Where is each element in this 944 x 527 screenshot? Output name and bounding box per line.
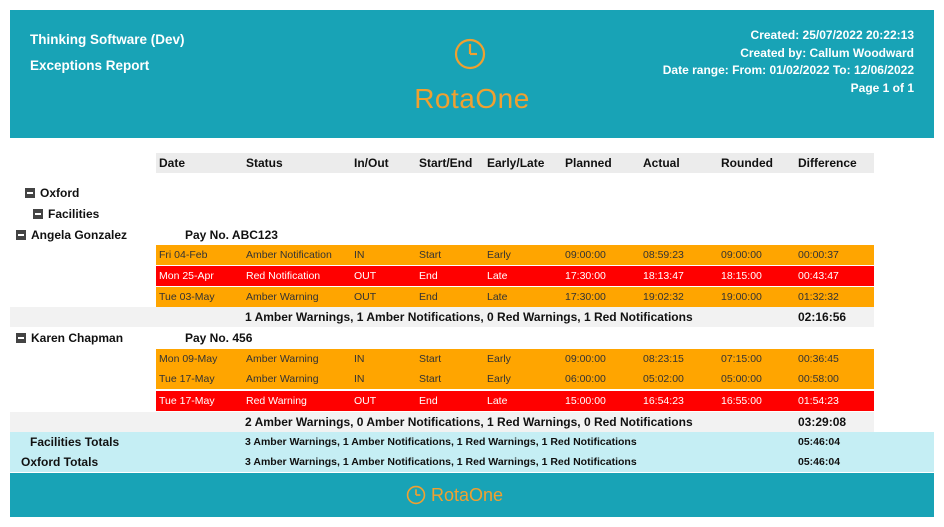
column-headers [156, 153, 874, 173]
cell-difference: 00:43:47 [798, 270, 839, 282]
report-header [10, 10, 934, 138]
clock-icon [454, 38, 486, 70]
cell-status: Amber Notification [246, 249, 332, 261]
cell-in-out: IN [354, 373, 365, 385]
cell-rounded: 09:00:00 [721, 249, 762, 261]
cell-status: Amber Warning [246, 373, 319, 385]
cell-rounded: 18:15:00 [721, 270, 762, 282]
col-in-out: In/Out [354, 156, 389, 170]
exception-row [156, 349, 874, 369]
cell-in-out: OUT [354, 270, 377, 282]
report-footer [10, 473, 934, 517]
cell-start-end: Start [419, 373, 442, 385]
cell-status: Amber Warning [246, 291, 319, 303]
col-start-end: Start/End [419, 156, 473, 170]
cell-rounded: 07:15:00 [721, 353, 762, 365]
cell-early-late: Early [487, 353, 511, 365]
collapse-icon[interactable] [33, 209, 43, 219]
cell-start-end: Start [419, 353, 442, 365]
footer-logo [406, 483, 503, 507]
oxford-totals [10, 452, 934, 472]
cell-actual: 05:02:00 [643, 373, 684, 385]
col-difference: Difference [798, 156, 857, 170]
summary-text: 2 Amber Warnings, 0 Amber Notifications, 1 Red Warnings, 0 Red Notifications [245, 415, 693, 429]
collapse-icon[interactable] [16, 333, 26, 343]
department-label: Facilities [48, 207, 100, 221]
employee-name: Angela Gonzalez [31, 228, 128, 242]
cell-in-out: OUT [354, 395, 377, 407]
summary-total: 03:29:08 [798, 415, 847, 429]
employee-summary [10, 307, 874, 327]
exception-row [156, 369, 874, 389]
facilities-totals [10, 432, 934, 452]
col-date: Date [159, 156, 186, 170]
cell-in-out: OUT [354, 291, 377, 303]
cell-difference: 01:32:32 [798, 291, 839, 303]
cell-early-late: Early [487, 249, 511, 261]
created-by: Created by: Callum Woodward [740, 45, 914, 60]
cell-in-out: IN [354, 353, 365, 365]
cell-actual: 08:23:15 [643, 353, 684, 365]
cell-planned: 09:00:00 [565, 353, 606, 365]
cell-date: Tue 17-May [159, 395, 215, 407]
cell-early-late: Late [487, 270, 508, 282]
cell-difference: 01:54:23 [798, 395, 839, 407]
cell-rounded: 16:55:00 [721, 395, 762, 407]
cell-date: Tue 03-May [159, 291, 215, 303]
col-actual: Actual [643, 156, 680, 170]
employee-name: Karen Chapman [31, 331, 124, 345]
employee-summary [10, 412, 874, 432]
totals-label: Oxford Totals [21, 455, 99, 469]
header-left [30, 27, 185, 79]
cell-early-late: Late [487, 395, 508, 407]
cell-start-end: End [419, 270, 438, 282]
exception-row [156, 391, 874, 411]
cell-difference: 00:36:45 [798, 353, 839, 365]
clock-icon [406, 485, 426, 505]
cell-date: Mon 09-May [159, 353, 218, 365]
cell-status: Amber Warning [246, 353, 319, 365]
pay-number: Pay No. 456 [185, 331, 253, 345]
cell-status: Red Notification [246, 270, 321, 282]
cell-difference: 00:00:37 [798, 249, 839, 261]
page-number: Page 1 of 1 [850, 80, 914, 95]
cell-difference: 00:58:00 [798, 373, 839, 385]
cell-actual: 08:59:23 [643, 249, 684, 261]
tree-node-employee[interactable] [16, 331, 123, 345]
cell-actual: 16:54:23 [643, 395, 684, 407]
tree-node-facilities[interactable] [33, 207, 99, 221]
totals-label: Facilities Totals [30, 435, 120, 449]
created-date: Created: 25/07/2022 20:22:13 [750, 28, 914, 42]
totals-total: 05:46:04 [798, 456, 841, 468]
logo-text: RotaOne [414, 83, 530, 114]
date-range: Date range: From: 01/02/2022 To: 12/06/2022 [662, 63, 914, 77]
cell-actual: 19:02:32 [643, 291, 684, 303]
report-title: Exceptions Report [30, 58, 150, 73]
rotaone-logo [410, 38, 534, 120]
cell-start-end: End [419, 395, 438, 407]
cell-early-late: Early [487, 373, 511, 385]
exception-row [156, 266, 874, 286]
col-planned: Planned [565, 156, 612, 170]
cell-planned: 15:00:00 [565, 395, 606, 407]
cell-planned: 17:30:00 [565, 270, 606, 282]
cell-start-end: End [419, 291, 438, 303]
cell-planned: 17:30:00 [565, 291, 606, 303]
cell-rounded: 05:00:00 [721, 373, 762, 385]
cell-rounded: 19:00:00 [721, 291, 762, 303]
totals-summary: 3 Amber Warnings, 1 Amber Notifications, 1 Red Warnings, 1 Red Notifications [245, 456, 637, 468]
cell-date: Mon 25-Apr [159, 270, 214, 282]
cell-in-out: IN [354, 249, 365, 261]
pay-number: Pay No. ABC123 [185, 228, 278, 242]
cell-early-late: Late [487, 291, 508, 303]
col-status: Status [246, 156, 283, 170]
cell-planned: 06:00:00 [565, 373, 606, 385]
cell-status: Red Warning [246, 395, 307, 407]
cell-actual: 18:13:47 [643, 270, 684, 282]
footer-logo-text: RotaOne [431, 484, 504, 505]
exception-row [156, 245, 874, 265]
col-rounded: Rounded [721, 156, 773, 170]
cell-date: Tue 17-May [159, 373, 215, 385]
exception-row [156, 287, 874, 307]
cell-planned: 09:00:00 [565, 249, 606, 261]
summary-total: 02:16:56 [798, 310, 847, 324]
region-label: Oxford [40, 186, 80, 200]
collapse-icon[interactable] [25, 188, 35, 198]
tree-node-employee[interactable] [16, 228, 127, 242]
collapse-icon[interactable] [16, 230, 26, 240]
cell-start-end: Start [419, 249, 442, 261]
totals-total: 05:46:04 [798, 436, 841, 448]
tree-node-oxford[interactable] [25, 186, 79, 200]
cell-date: Fri 04-Feb [159, 249, 208, 261]
company-name: Thinking Software (Dev) [30, 32, 185, 47]
summary-text: 1 Amber Warnings, 1 Amber Notifications, 0 Red Warnings, 1 Red Notifications [245, 310, 693, 324]
header-meta [663, 27, 914, 97]
totals-summary: 3 Amber Warnings, 1 Amber Notifications, 1 Red Warnings, 1 Red Notifications [245, 436, 637, 448]
col-early-late: Early/Late [487, 156, 545, 170]
